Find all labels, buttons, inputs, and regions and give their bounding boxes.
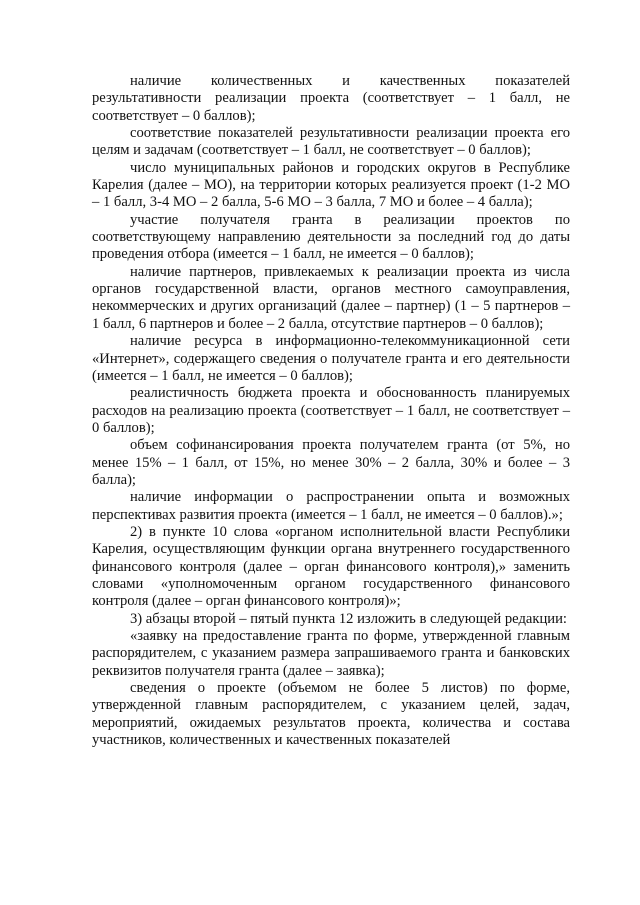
paragraph-amendment-item-12: 3) абзацы второй – пятый пункта 12 изложить в следующей редакции: (130, 610, 567, 627)
paragraph-criterion-indicators: наличие количественных и качественных показателей результативности реализации проекта (соответствует – 1 балл, не соответствует – 0 баллов); (92, 73, 570, 124)
paragraph-criterion-participation: участие получателя гранта в реализации проектов по соответствующему направлению деятельности за последний год до даты проведения отбора (имеется – 1 балл, не имеется – 0 баллов); (92, 211, 570, 263)
paragraph-criterion-goals: соответствие показателей результативности реализации проекта его целям и задачам (соответствует – 1 балл, не соответствует – 0 баллов); (92, 125, 570, 159)
paragraph-criterion-partners: наличие партнеров, привлекаемых к реализации проекта из числа органов государственной власти, органов местного самоуправления, некоммерческих и других организаций (далее – партнер) (1 – 5 партнеров – 1 балл, 6 партнеров и более – 2 балла, отсутствие партнеров – 0 баллов); (92, 263, 570, 332)
paragraph-project-info: сведения о проекте (объемом не более 5 листов) по форме, утвержденной главным распорядителем, с указанием целей, задач, мероприятий, ожидаемых результатов проекта, количества и состава участников, количественных и качественных показателей (92, 680, 570, 749)
paragraph-amendment-item-10: 2) в пункте 10 слова «органом исполнительной власти Республики Карелия, осуществляющим функции органа внутреннего государственного финансового контроля (далее – орган финансового контроля),» заменить словами «уполномоченным органом государственного финансового контроля (далее – орган финансового контроля)»; (92, 523, 570, 610)
paragraph-criterion-internet: наличие ресурса в информационно-телекоммуникационной сети «Интернет», содержащего сведения о получателе гранта и его деятельности (имеется – 1 балл, не имеется – 0 баллов); (92, 333, 570, 384)
paragraph-criterion-municipalities: число муниципальных районов и городских округов в Республике Карелия (далее – МО), на территории которых реализуется проект (1-2 МО – 1 балл, 3-4 МО – 2 балла, 5-6 МО – 3 балла, 7 МО и более – 4 балла); (92, 159, 570, 211)
paragraph-criterion-experience: наличие информации о распространении опыта и возможных перспективах развития проекта (имеется – 1 балл, не имеется – 0 баллов).»; (92, 489, 570, 523)
document-body (92, 73, 570, 749)
paragraph-application: «заявку на предоставление гранта по форме, утвержденной главным распорядителем, с указанием размера запрашиваемого гранта и банковских реквизитов получателя гранта (далее – заявка); (92, 628, 570, 679)
paragraph-criterion-budget: реалистичность бюджета проекта и обоснованность планируемых расходов на реализацию проекта (соответствует – 1 балл, не соответствует – 0 баллов); (92, 385, 570, 436)
paragraph-criterion-cofinancing: объем софинансирования проекта получателем гранта (от 5%, но менее 15% – 1 балл, от 15%, но менее 30% – 2 балла, 30% и более – 3 балла); (92, 437, 570, 488)
